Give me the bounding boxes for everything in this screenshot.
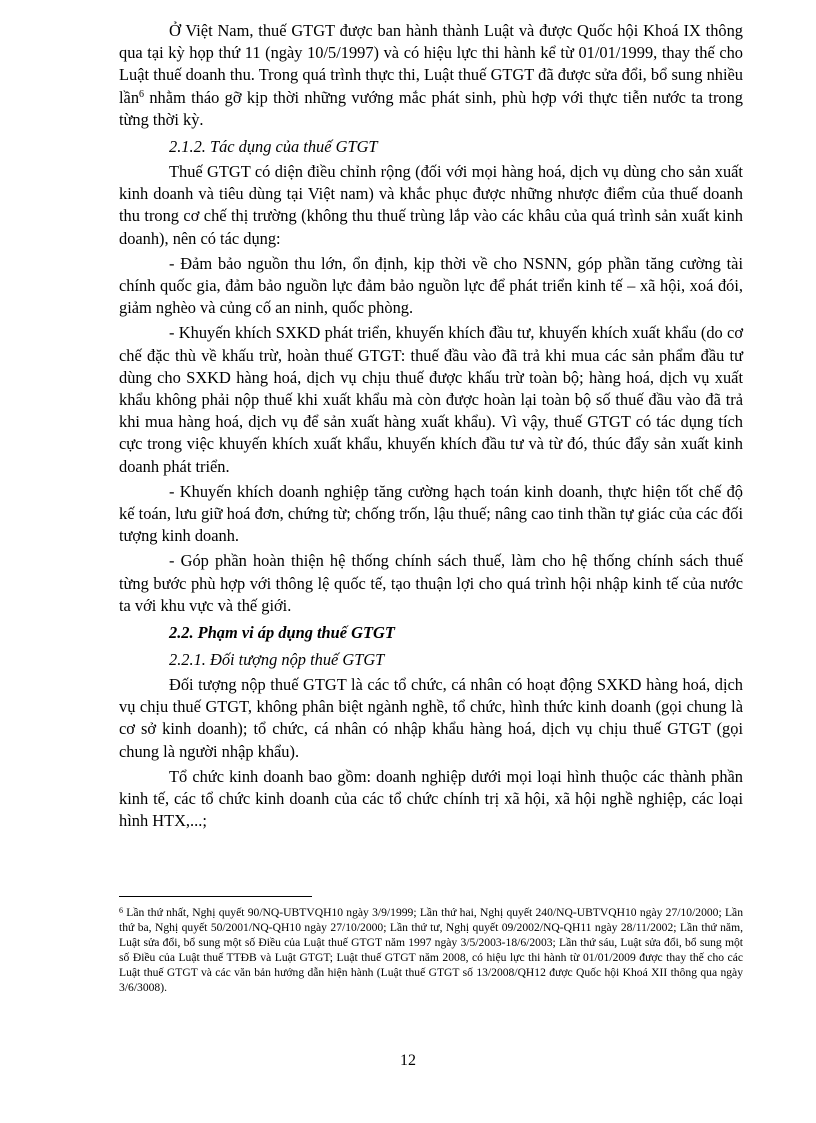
section-heading-2-2-1: 2.2.1. Đối tượng nộp thuế GTGT [169,650,385,670]
paragraph-text: nhằm tháo gỡ kịp thời những vướng mắc phát sinh, phù hợp với thực tiễn nước ta trong từng thời kỳ. [119,87,743,129]
footnote [119,905,743,996]
paragraph-bullet-investment: - Khuyến khích SXKD phát triển, khuyến khích đầu tư, khuyến khích xuất khẩu (do cơ chế đặc thù về khấu trừ, hoàn thuế GTGT: thuế đầu vào đã trả khi mua các sản phẩm đầu tư dùng cho SXKD hàng hoá, dịch vụ chịu thuế được khấu trừ toàn bộ; hàng hoá, dịch vụ xuất khẩu không phải nộp thuế khi xuất khẩu mà còn được hoàn lại toàn bộ số thuế đầu vào đã trả khi mua hàng hoá, dịch vụ để sản xuất hàng xuất khẩu). Vì vậy, thuế GTGT có tác dụng tích cực trong việc khuyến khích xuất khẩu, khuyến khích đầu tư và từ đó, thúc đẩy sản xuất kinh doanh phát triển. [119,323,743,476]
paragraph-bullet-policy: - Góp phần hoàn thiện hệ thống chính sách thuế, làm cho hệ thống chính sách thuế từng bước phù hợp với thông lệ quốc tế, tạo thuận lợi cho quá trình hội nhập kinh tế của nước ta với khu vực và thế giới. [119,551,743,615]
footnote-separator [119,896,312,897]
paragraph-taxpayers: Đối tượng nộp thuế GTGT là các tổ chức, cá nhân có hoạt động SXKD hàng hoá, dịch vụ chịu thuế GTGT, không phân biệt ngành nghề, tổ chức, hình thức kinh doanh (gọi chung là cơ sở kinh doanh); tổ chức, cá nhân có nhập khẩu hàng hoá, dịch vụ chịu thuế GTGT (gọi chung là người nhập khẩu). [119,675,743,761]
page-number: 12 [400,1052,416,1069]
footnote-number: 6 [119,906,123,915]
footnote-reference[interactable]: 6 [139,88,145,100]
paragraph-business-organizations: Tổ chức kinh doanh bao gồm: doanh nghiệp dưới mọi loại hình thuộc các thành phần kinh tế, các tổ chức kinh doanh của các tổ chức chính trị xã hội, xã hội nghề nghiệp, các loại hình HTX,...; [119,766,743,831]
paragraph-vat-law-history [119,20,743,131]
footnote-text: Lần thứ nhất, Nghị quyết 90/NQ-UBTVQH10 ngày 3/9/1999; Lần thứ hai, Nghị quyết 240/NQ-UBTVQH10 ngày 27/10/2000; Lần thứ ba, Nghị quyết 50/2001/NQ-QH10 ngày 27/10/2000; Lần thứ tư, Nghị quyết 09/2002/NQ-QH11 ngày 28/11/2002; Lần thứ năm, Luật sửa đổi, bổ sung một số Điều của Luật thuế GTGT năm 1997 ngày 3/5/2003-18/6/2003; Lần thứ sáu, Luật sửa đổi, bổ sung một số Điều của Luật thuế TTĐB và Luật GTGT; Luật thuế GTGT năm 2008, có hiệu lực thi hành từ 01/01/2009 được thay thế cho các Luật thuế GTGT và các văn bản hướng dẫn hiện hành (Luật thuế GTGT số 13/2008/QH12 được Quốc hội Khoá XII thông qua ngày 3/6/3008). [119,906,743,995]
paragraph-vat-scope: Thuế GTGT có diện điều chỉnh rộng (đối với mọi hàng hoá, dịch vụ dùng cho sản xuất kinh doanh và tiêu dùng tại Việt nam) và khắc phục được những nhược điểm của thuế doanh thu trong cơ chế thị trường (không thu thuế trùng lắp vào các khâu của quá trình sản xuất kinh doanh), nên có tác dụng: [119,162,743,248]
page-body [119,20,743,836]
paragraph-text: Ở Việt Nam, thuế GTGT được ban hành thành Luật và được Quốc hội Khoá IX thông qua tại kỳ họp thứ 11 (ngày 10/5/1997) và có hiệu lực thi hành kể từ 01/01/1999, thay thế cho Luật thuế doanh thu. Trong quá trình thực thi, Luật thuế GTGT đã được sửa đổi, bổ sung nhiều lần [119,21,743,107]
section-heading-2-1-2: 2.1.2. Tác dụng của thuế GTGT [169,137,378,157]
paragraph-bullet-accounting: - Khuyến khích doanh nghiệp tăng cường hạch toán kinh doanh, thực hiện tốt chế độ kế toán, lưu giữ hoá đơn, chứng từ; chống trốn, lậu thuế; nâng cao tinh thần tự giác của các đối tượng kinh doanh. [119,481,743,546]
paragraph-bullet-revenue: - Đảm bảo nguồn thu lớn, ổn định, kịp thời về cho NSNN, góp phần tăng cường tài chính quốc gia, đảm bảo nguồn lực đảm bảo nguồn lực để phát triển kinh tế – xã hội, xoá đói, giảm nghèo và củng cố an ninh, quốc phòng. [119,253,743,318]
section-heading-2-2: 2.2. Phạm vi áp dụng thuế GTGT [169,623,395,643]
